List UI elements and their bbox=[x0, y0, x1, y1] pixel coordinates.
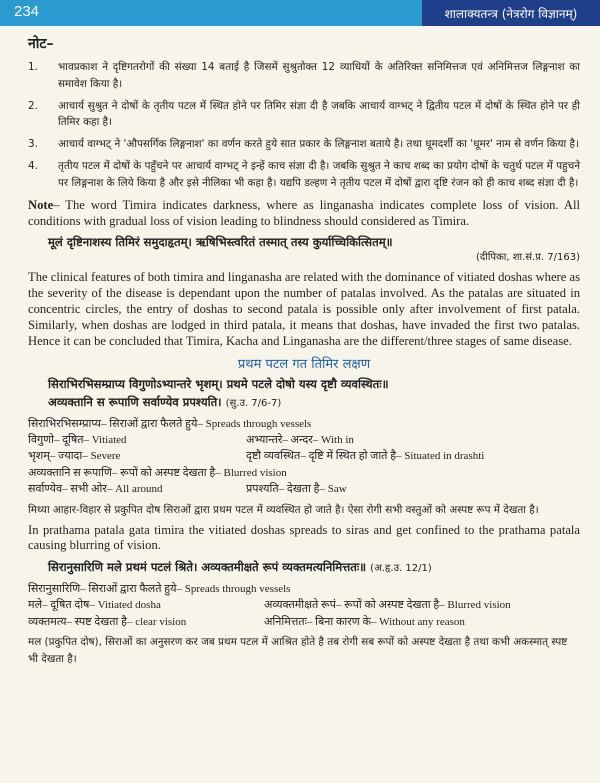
note-item bbox=[28, 59, 580, 93]
gloss-entry: सर्वाण्येव– सभी ओर– All around bbox=[28, 483, 163, 496]
hindi-paragraph-1: मिथ्या आहार-विहार से प्रकुपित दोष सिराओं द्वारा प्रथम पटल में व्यवस्थित हो जाते है। ऐसा रोगी सभी वस्तुओं को अस्पष्ट रूप में देखता है। bbox=[28, 503, 539, 516]
sloka-3-reference: (अ.हृ.उ. 12/1) bbox=[370, 562, 432, 574]
gloss-entry: अव्यक्तानि स रूपाणि– रूपों को अस्पष्ट देखता है– Blurred vision bbox=[28, 466, 287, 479]
sloka-2-reference: (सु.उ. 7/6-7) bbox=[225, 397, 282, 409]
gloss-entry: प्रपश्यति– देखता है– Saw bbox=[246, 483, 347, 496]
gloss-entry: सिराभिरभिसम्प्राप्य– सिराओं द्वारा फैलते हुये– Spreads through vessels bbox=[28, 417, 312, 430]
glossary-2 bbox=[28, 581, 580, 630]
gloss-entry: मले– दूषित दोष– Vitiated dosha bbox=[28, 599, 161, 612]
sloka-3 bbox=[28, 558, 580, 578]
sloka-1-reference: (दीपिका, शा.सं.प्र. 7/163) bbox=[476, 251, 580, 263]
gloss-entry: विगुणो– दूषित– Vitiated bbox=[28, 433, 127, 446]
sloka-1: मूलं दृष्टिनाशस्य तिमिरं समुदाहृतम्। ऋषिभिस्त्वरितं तस्मात् तस्य कुर्याच्चिकित्सितम्॥ bbox=[48, 234, 393, 249]
paragraph-clinical-features: The clinical features of both timira and linganasha are related with the dominance of vitiated doshas where as the severity of the disease is dependant upon the number of patalas involved. As the patalas are situated in concentric circles, the entry of doshas to second patala is possible only after involvement of first patala. Similarly, when doshas are lodged in third patala, it means that doshas, have invaded the first two patalas. Hence it can be concluded that Timira, Kacha and Linganasha are the different/three stages of same disease. bbox=[28, 269, 580, 348]
note-item bbox=[28, 136, 580, 153]
note-number: 1. bbox=[28, 61, 38, 73]
gloss-entry: भृशम्– ज्यादा– Severe bbox=[28, 450, 121, 463]
note-text: आचार्य सुश्रुत ने दोषों के तृतीय पटल में स्थित होने पर तिमिर संज्ञा दी है जबकि आचार्य वाग्भट् ने द्वितीय पटल में दोषों के स्थित होने पर ही तिमिर कहा है। bbox=[58, 99, 580, 129]
note-number: 4. bbox=[28, 159, 38, 172]
sloka-2-line-1: सिराभिरभिसम्प्राप्य विगुणोऽभ्यान्तरे भृशम्। प्रथमे पटले दोषो यस्य दृष्टौ व्यवस्थितः॥ bbox=[48, 376, 389, 391]
sloka-3-text: सिरानुसारिणि मले प्रथमं पटलं श्रिते। अव्यक्तमीक्षते रूपं व्यक्तमत्यनिमित्ततः॥ bbox=[48, 559, 367, 574]
note-item bbox=[28, 98, 580, 132]
gloss-entry: दृष्टौ व्यवस्थित– दृष्टि में स्थित हो जाते है– Situated in drashti bbox=[246, 450, 485, 463]
note-text: भावप्रकाश ने दृष्टिगतरोगों की संख्या 14 बताई है जिसमें सुश्रुतोक्त 12 व्याधियों के अतिरिक्त सनिमित्तज एवं अनिमित्तज लिङ्गनाश का समावेश किया है। bbox=[58, 61, 580, 90]
gloss-entry: सिरानुसारिणि– सिराओं द्वारा फैलते हुये– Spreads through vessels bbox=[28, 582, 291, 595]
hindi-paragraph-2: मल (प्रकुपित दोष), सिराओं का अनुसरण कर जब प्रथम पटल में आश्रित होते है तब रोगी सब रूपों को अस्पष्ट देखता है तथा कभी अकस्मात् स्पष्ट भी देखता है। bbox=[28, 636, 568, 666]
gloss-entry: व्यक्तमत्य– स्पष्ट देखता है– clear vision bbox=[28, 615, 187, 628]
note-text: आचार्य वाग्भट् ने 'औपसर्गिक लिङ्गनाश' का वर्णन करते हुये सात प्रकार के लिङ्गनाश बताये है। तथा धूमदर्शी का 'धूमर' नाम से वर्णन किया है। bbox=[58, 138, 579, 151]
glossary-1 bbox=[28, 416, 580, 498]
paragraph-prathama-patala: In prathama patala gata timira the vitiated doshas spreads to siras and get confined to the prathama patala causing blurring of vision. bbox=[28, 522, 580, 553]
english-note bbox=[28, 197, 580, 229]
note-item bbox=[28, 158, 580, 192]
gloss-entry: अव्यक्तमीक्षते रूपं– रूपों को अस्पष्ट देखता है– Blurred vision bbox=[264, 599, 511, 612]
sloka-2-line-2 bbox=[28, 393, 580, 413]
note-label: Note bbox=[28, 197, 54, 212]
page-number: 234 bbox=[14, 3, 40, 20]
note-en-text: – The word Timira indicates darkness, where as linganasha indicates complete loss of vision. All conditions with gradual loss of vision leading to blindness should considered as Timira. bbox=[28, 197, 580, 228]
running-header bbox=[0, 0, 600, 26]
note-text: तृतीय पटल में दोषों के पहुँचने पर आचार्य वाग्भट् ने इन्हें काच संज्ञा दी है। जबकि सुश्रुत ने काच शब्द का प्रयोग दोषों के चतुर्थ पटल में पहुचने पर लिङ्गनाश के लिये किया है और इसे नीलिका भी कहा है। यद्यपि डल्हण ने तृतीय पटल में दोषों द्वारा दृष्टि रंजन को ही काच शब्द संज्ञा दी है। bbox=[58, 159, 580, 189]
sloka-2-line-2-text: अव्यक्तानि स रूपाणि सर्वाण्येव प्रपश्यति। bbox=[48, 394, 222, 409]
note-heading: नोट– bbox=[28, 36, 54, 52]
page-content bbox=[28, 32, 580, 672]
note-number: 2. bbox=[28, 99, 38, 112]
running-title: शालाक्यतन्त्र (नेत्ररोग विज्ञानम्) bbox=[422, 0, 600, 26]
note-number: 3. bbox=[28, 138, 38, 151]
section-title: प्रथम पटल गत तिमिर लक्षण bbox=[237, 356, 371, 372]
gloss-entry: अनिमित्ततः– बिना कारण के– Without any reason bbox=[264, 615, 465, 628]
gloss-entry: अभ्यान्तरे– अन्दर– With in bbox=[246, 433, 354, 446]
